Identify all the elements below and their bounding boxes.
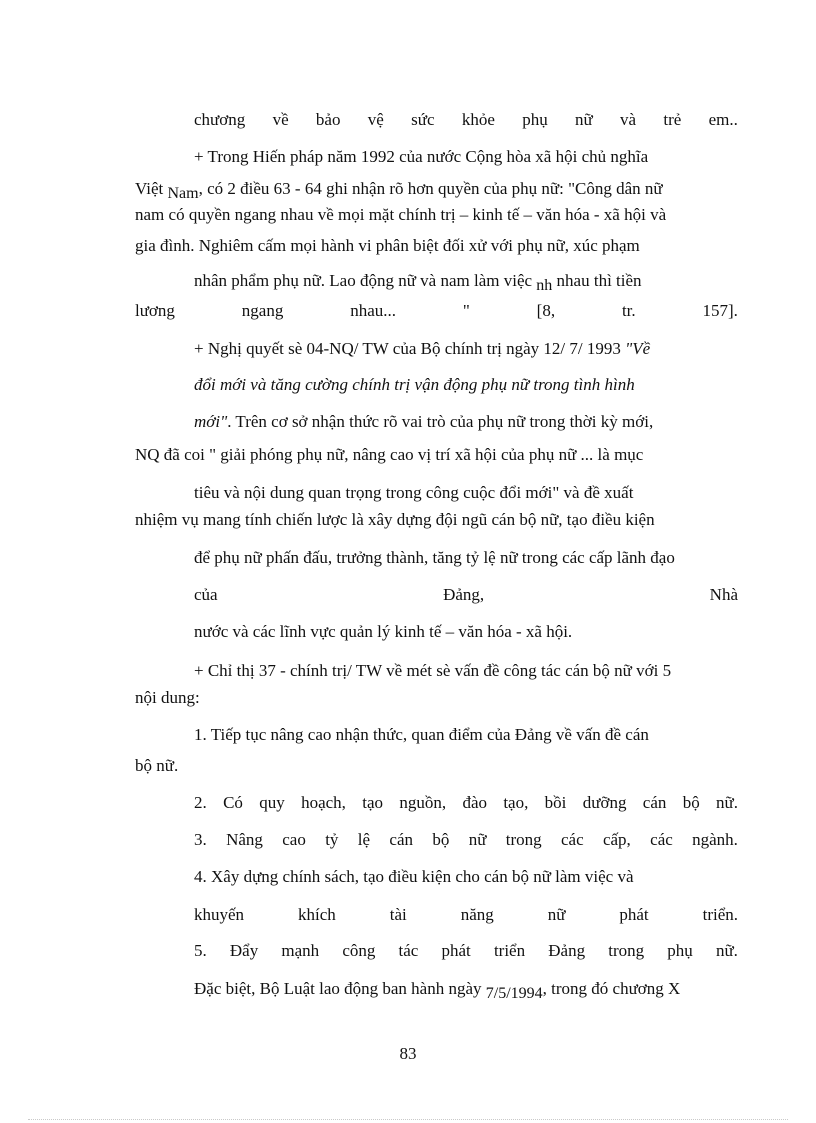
footer-divider [28, 1119, 788, 1120]
text-line-2: + Trong Hiến pháp năm 1992 của nước Cộng hòa xã hội chủ nghĩa [194, 147, 649, 166]
text-line-6: nhân phẩm phụ nữ. Lao động nữ và nam làm việc nh nhau thì tiền [194, 271, 642, 294]
text-line-11: NQ đã coi " giải phóng phụ nữ, nâng cao vị trí xã hội của phụ nữ ... là mục [135, 445, 644, 464]
text-line-21: 2. Có quy hoạch, tạo nguồn, đào tạo, bồi dưỡng cán bộ nữ. [194, 793, 738, 812]
text-line-17: + Chỉ thị 37 - chính trị/ TW về mét sè vấn đề công tác cán bộ nữ với 5 [194, 661, 672, 680]
text-line-25: 5. Đẩy mạnh công tác phát triển Đảng trong phụ nữ. [194, 941, 738, 960]
text-line-26: Đặc biệt, Bộ Luật lao động ban hành ngày 7/5/1994, trong đó chương X [194, 979, 681, 1002]
text-line-1: chương về bảo vệ sức khỏe phụ nữ và trẻ em.. [194, 110, 738, 129]
text-line-5: gia đình. Nghiêm cấm mọi hành vi phân biệt đối xử với phụ nữ, xúc phạm [135, 236, 640, 255]
text-line-23: 4. Xây dựng chính sách, tạo điều kiện cho cán bộ nữ làm việc và [194, 867, 634, 886]
text-line-15: của Đảng, Nhà [194, 585, 738, 604]
text-line-13: nhiệm vụ mang tính chiến lược là xây dựng đội ngũ cán bộ nữ, tạo điều kiện [135, 510, 655, 529]
text-line-12: tiêu và nội dung quan trọng trong công cuộc đổi mới" và đề xuất [194, 483, 634, 502]
text-line-10: mới". Trên cơ sở nhận thức rõ vai trò của phụ nữ trong thời kỳ mới, [194, 412, 654, 431]
text-line-20: bộ nữ. [135, 756, 179, 775]
text-line-24: khuyến khích tài năng nữ phát triển. [194, 905, 738, 924]
text-line-14: để phụ nữ phấn đấu, trưởng thành, tăng tỷ lệ nữ trong các cấp lãnh đạo [194, 548, 675, 567]
text-line-19: 1. Tiếp tục nâng cao nhận thức, quan điểm của Đảng về vấn đề cán [194, 725, 649, 744]
text-line-7: lương ngang nhau... " [8, tr. 157]. [135, 301, 738, 320]
text-line-22: 3. Nâng cao tỷ lệ cán bộ nữ trong các cấp, các ngành. [194, 830, 738, 849]
text-line-3: Việt Nam, có 2 điều 63 - 64 ghi nhận rõ hơn quyền của phụ nữ: "Công dân nữ [135, 179, 663, 202]
text-line-16: nước và các lĩnh vực quản lý kinh tế – văn hóa - xã hội. [194, 622, 573, 641]
text-line-9: đổi mới và tăng cường chính trị vận động phụ nữ trong tình hình [194, 375, 635, 394]
page-number: 83 [399, 1044, 417, 1063]
text-line-4: nam có quyền ngang nhau về mọi mặt chính trị – kinh tế – văn hóa - xã hội và [135, 205, 667, 224]
text-line-18: nội dung: [135, 688, 200, 707]
text-line-8: + Nghị quyết sè 04-NQ/ TW của Bộ chính trị ngày 12/ 7/ 1993 "Về [194, 339, 651, 358]
